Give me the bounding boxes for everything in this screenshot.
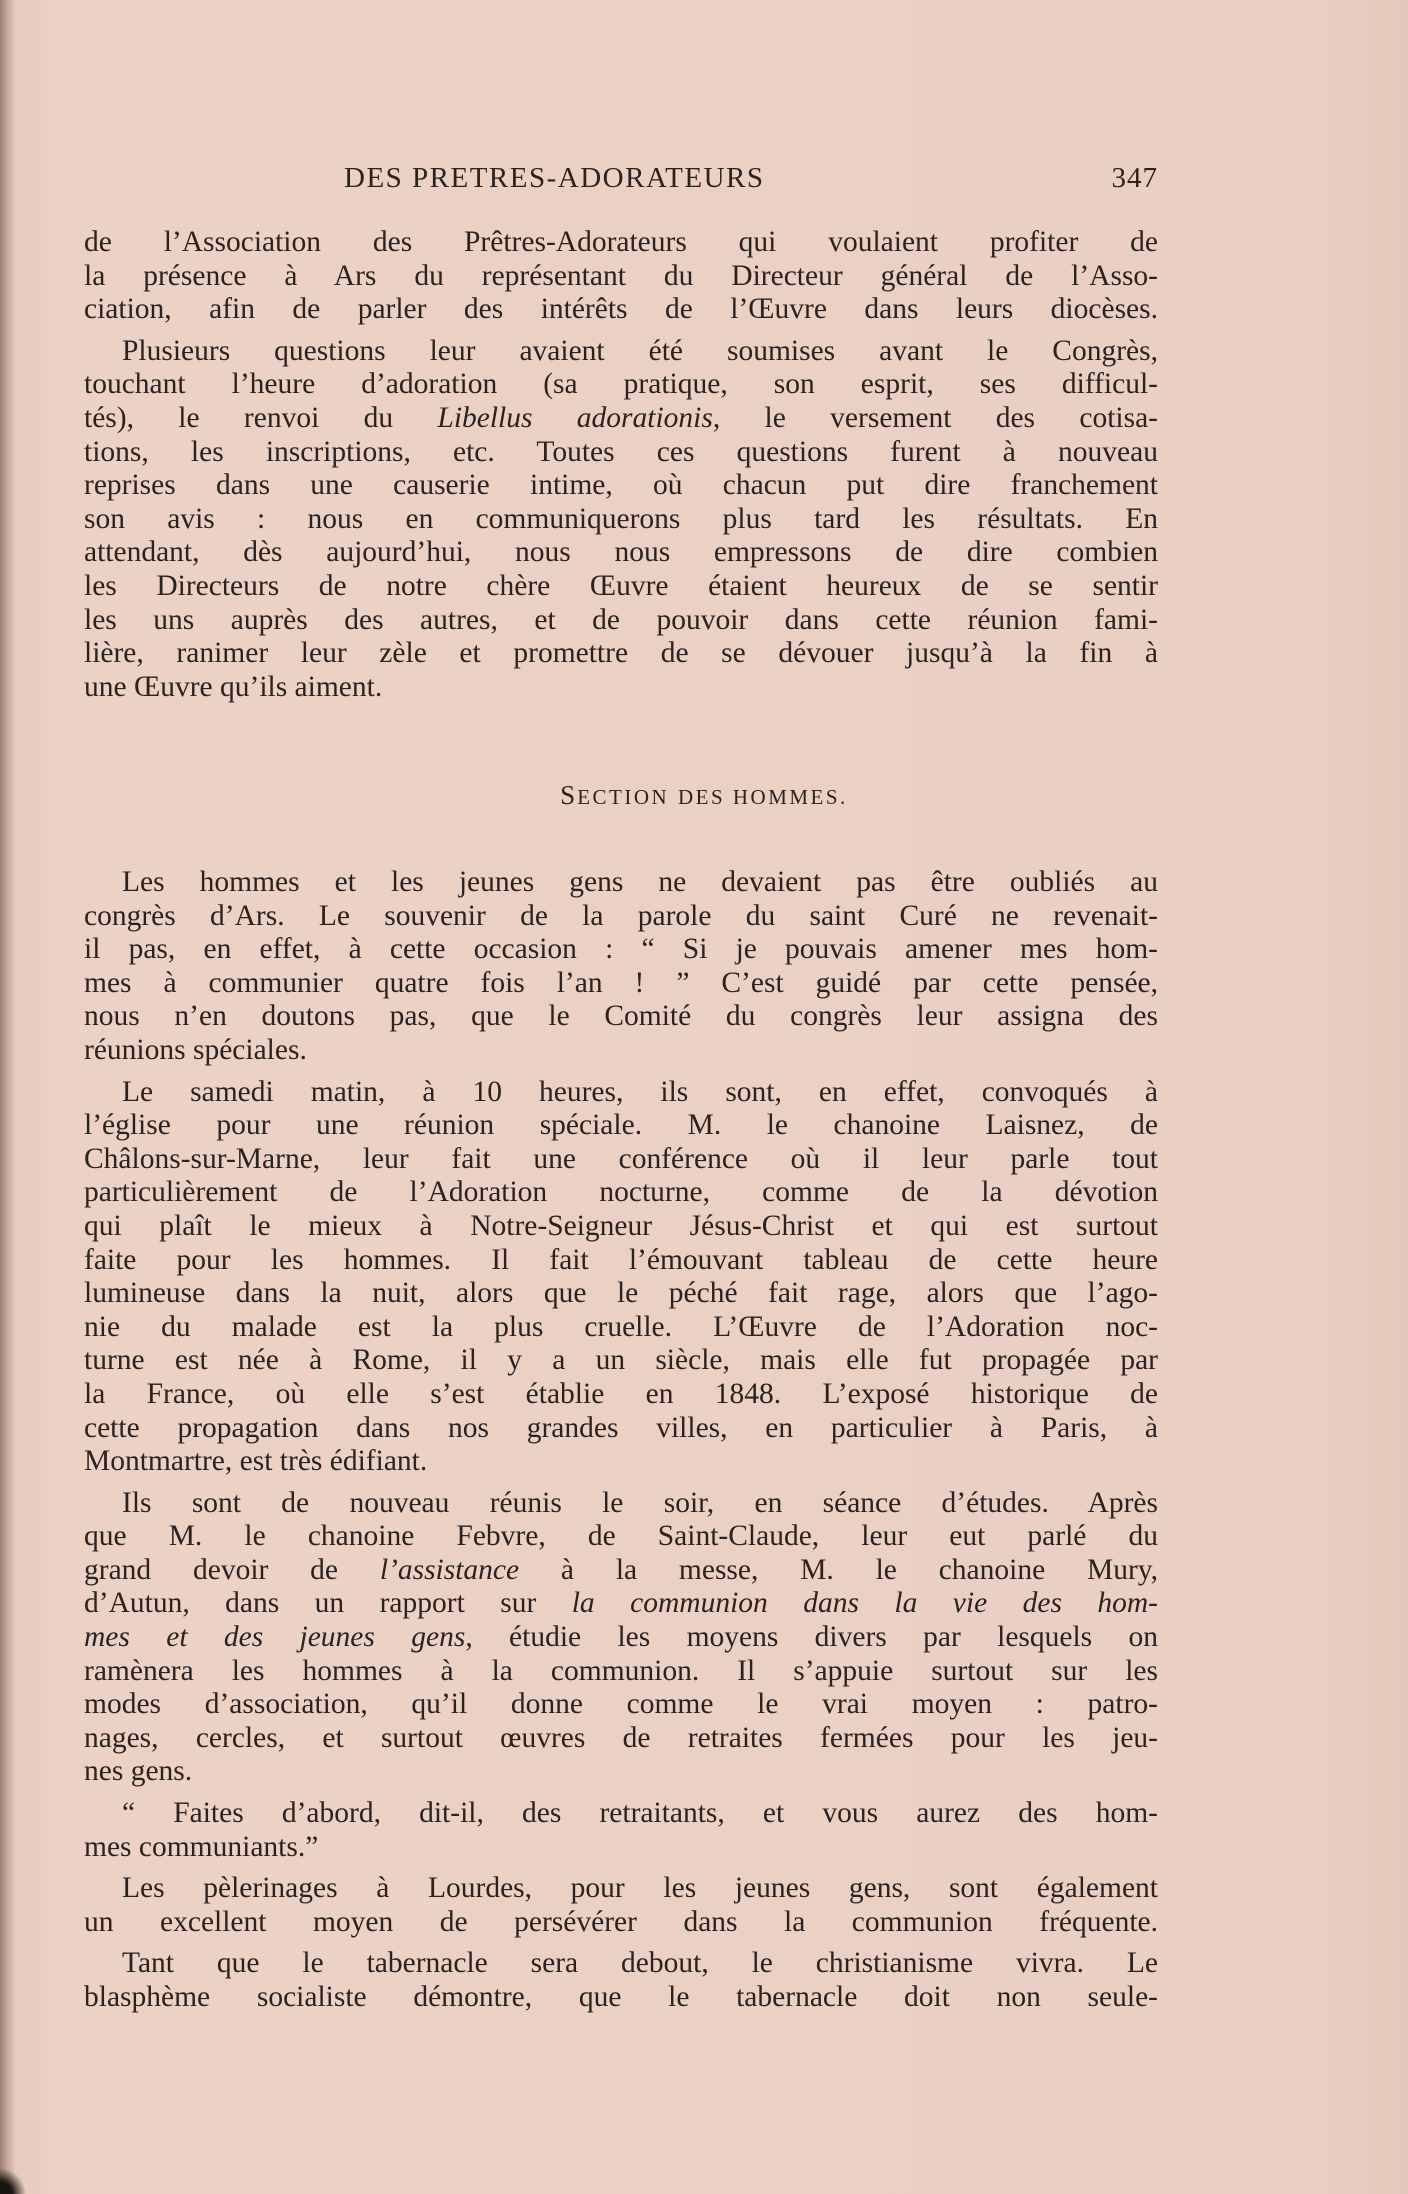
text-line: qui plaît le mieux à Notre-Seigneur Jésus-Christ et qui est surtout bbox=[84, 1209, 1158, 1242]
text-line: ramènera les hommes à la communion. Il s’appuie surtout sur les bbox=[84, 1654, 1158, 1687]
text-line: mes à communier quatre fois l’an ! ” C’est guidé par cette pensée, bbox=[84, 966, 1158, 999]
text-line: turne est née à Rome, il y a un siècle, mais elle fut propagée par bbox=[84, 1344, 1158, 1377]
corner-shadow bbox=[0, 2164, 40, 2194]
text-line: la France, où elle s’est établie en 1848. L’exposé historique de bbox=[84, 1377, 1158, 1410]
text-line: nages, cercles, et surtout œuvres de retraites fermées pour les jeu- bbox=[84, 1721, 1158, 1754]
page-header bbox=[84, 162, 1158, 202]
text-line: cette propagation dans nos grandes villes, en particulier à Paris, à bbox=[84, 1411, 1158, 1444]
section-heading bbox=[0, 780, 1408, 811]
text-line: ciation, afin de parler des intérêts de l’Œuvre dans leurs diocèses. bbox=[84, 293, 1158, 326]
text-line: l’église pour une réunion spéciale. M. le chanoine Laisnez, de bbox=[84, 1109, 1158, 1142]
text-line: congrès d’Ars. Le souvenir de la parole du saint Curé ne revenait- bbox=[84, 899, 1158, 932]
paragraph-3 bbox=[84, 866, 1158, 1068]
text-run: grand devoir de bbox=[84, 1553, 380, 1586]
paragraph-2 bbox=[84, 335, 1158, 705]
text-line: nous n’en doutons pas, que le Comité du congrès leur assigna des bbox=[84, 1000, 1158, 1033]
paragraph-5 bbox=[84, 1487, 1158, 1789]
text-line: nes gens. bbox=[84, 1755, 193, 1788]
text-run: d’Autun, dans un rapport sur bbox=[84, 1587, 572, 1620]
text-run: tés), le renvoi du bbox=[84, 401, 438, 434]
paragraph-4 bbox=[84, 1076, 1158, 1479]
text-run: , le versement des cotisa- bbox=[712, 401, 1158, 434]
text-line: Les hommes et les jeunes gens ne devaient pas être oubliés au bbox=[122, 866, 1158, 898]
text-line: Plusieurs questions leur avaient été soumises avant le Congrès, bbox=[122, 334, 1158, 367]
text-line: la présence à Ars du représentant du Directeur général de l’Asso- bbox=[84, 259, 1158, 292]
heading-initial: S bbox=[560, 780, 578, 810]
text-line: lumineuse dans la nuit, alors que le péché fait rage, alors que l’ago- bbox=[84, 1277, 1158, 1310]
text-line-with-italic bbox=[84, 1621, 1158, 1655]
paragraph-6 bbox=[84, 1797, 1158, 1864]
text-line: Châlons-sur-Marne, leur fait une conférence où il leur parle tout bbox=[84, 1142, 1158, 1175]
italic-phrase: la communion dans la vie des hom- bbox=[571, 1587, 1158, 1620]
text-line: faite pour les hommes. Il fait l’émouvant tableau de cette heure bbox=[84, 1243, 1158, 1276]
text-line: nie du malade est la plus cruelle. L’Œuvre de l’Adoration noc- bbox=[84, 1310, 1158, 1343]
text-run: , étudie les moyens divers par lesquels on bbox=[465, 1621, 1159, 1654]
paragraph-1 bbox=[84, 226, 1158, 327]
text-line: Le samedi matin, à 10 heures, ils sont, en effet, convoqués à bbox=[122, 1075, 1158, 1108]
text-line: “ Faites d’abord, dit-il, des retraitants, et vous aurez des hom- bbox=[122, 1797, 1158, 1830]
text-line: de l’Association des Prêtres-Adorateurs qui voulaient profiter de bbox=[84, 226, 1158, 258]
text-line: blasphème socialiste démontre, que le tabernacle doit non seule- bbox=[84, 1981, 1158, 2013]
text-line: modes d’association, qu’il donne comme le vrai moyen : patro- bbox=[84, 1688, 1158, 1721]
paragraph-7 bbox=[84, 1872, 1158, 1939]
text-block-top bbox=[84, 226, 1158, 704]
page-number: 347 bbox=[1111, 162, 1158, 194]
running-head: DES PRETRES-ADORATEURS bbox=[344, 162, 765, 194]
text-line-with-italic bbox=[84, 1554, 1158, 1588]
text-line: Ils sont de nouveau réunis le soir, en séance d’études. Après bbox=[122, 1486, 1158, 1519]
italic-title: Libellus adorationis bbox=[437, 401, 713, 434]
text-run: à la messe, M. le chanoine Mury, bbox=[519, 1553, 1159, 1586]
text-line: que M. le chanoine Febvre, de Saint-Claude, leur eut parlé du bbox=[84, 1520, 1158, 1553]
text-line: il pas, en effet, à cette occasion : “ Si je pouvais amener mes hom- bbox=[84, 933, 1158, 966]
text-line: son avis : nous en communiquerons plus tard les résultats. En bbox=[84, 502, 1158, 535]
paragraph-8 bbox=[84, 1947, 1158, 2014]
heading-word: ECTION bbox=[577, 785, 670, 809]
text-line: particulièrement de l’Adoration nocturne, comme de la dévotion bbox=[84, 1176, 1158, 1209]
text-line: Les pèlerinages à Lourdes, pour les jeunes gens, sont également bbox=[122, 1872, 1158, 1905]
text-line: un excellent moyen de persévérer dans la communion fréquente. bbox=[84, 1905, 1158, 1938]
text-line: Montmartre, est très édifiant. bbox=[84, 1445, 428, 1478]
heading-word: DES HOMMES. bbox=[677, 785, 848, 809]
text-block-bottom bbox=[84, 866, 1158, 2015]
text-line: mes communiants.” bbox=[84, 1830, 319, 1863]
text-line-with-italic bbox=[84, 1587, 1158, 1621]
text-line: les Directeurs de notre chère Œuvre étaient heureux de se sentir bbox=[84, 569, 1158, 602]
text-line: une Œuvre qu’ils aiment. bbox=[84, 670, 383, 703]
text-line: Tant que le tabernacle sera debout, le christianisme vivra. Le bbox=[122, 1947, 1158, 1980]
text-line: les uns auprès des autres, et de pouvoir dans cette réunion fami- bbox=[84, 603, 1158, 636]
text-line: reprises dans une causerie intime, où chacun put dire franchement bbox=[84, 469, 1158, 502]
italic-phrase: l’assistance bbox=[379, 1553, 520, 1586]
text-line: lière, ranimer leur zèle et promettre de se dévouer jusqu’à la fin à bbox=[84, 637, 1158, 670]
text-line: tions, les inscriptions, etc. Toutes ces questions furent à nouveau bbox=[84, 435, 1158, 468]
italic-phrase: mes et des jeunes gens bbox=[84, 1621, 466, 1654]
binding-edge bbox=[0, 0, 14, 2194]
text-line-with-italic bbox=[84, 402, 1158, 436]
text-line: réunions spéciales. bbox=[84, 1033, 307, 1066]
text-line: attendant, dès aujourd’hui, nous nous empressons de dire combien bbox=[84, 536, 1158, 569]
text-line: touchant l’heure d’adoration (sa pratique, son esprit, ses difficul- bbox=[84, 368, 1158, 401]
